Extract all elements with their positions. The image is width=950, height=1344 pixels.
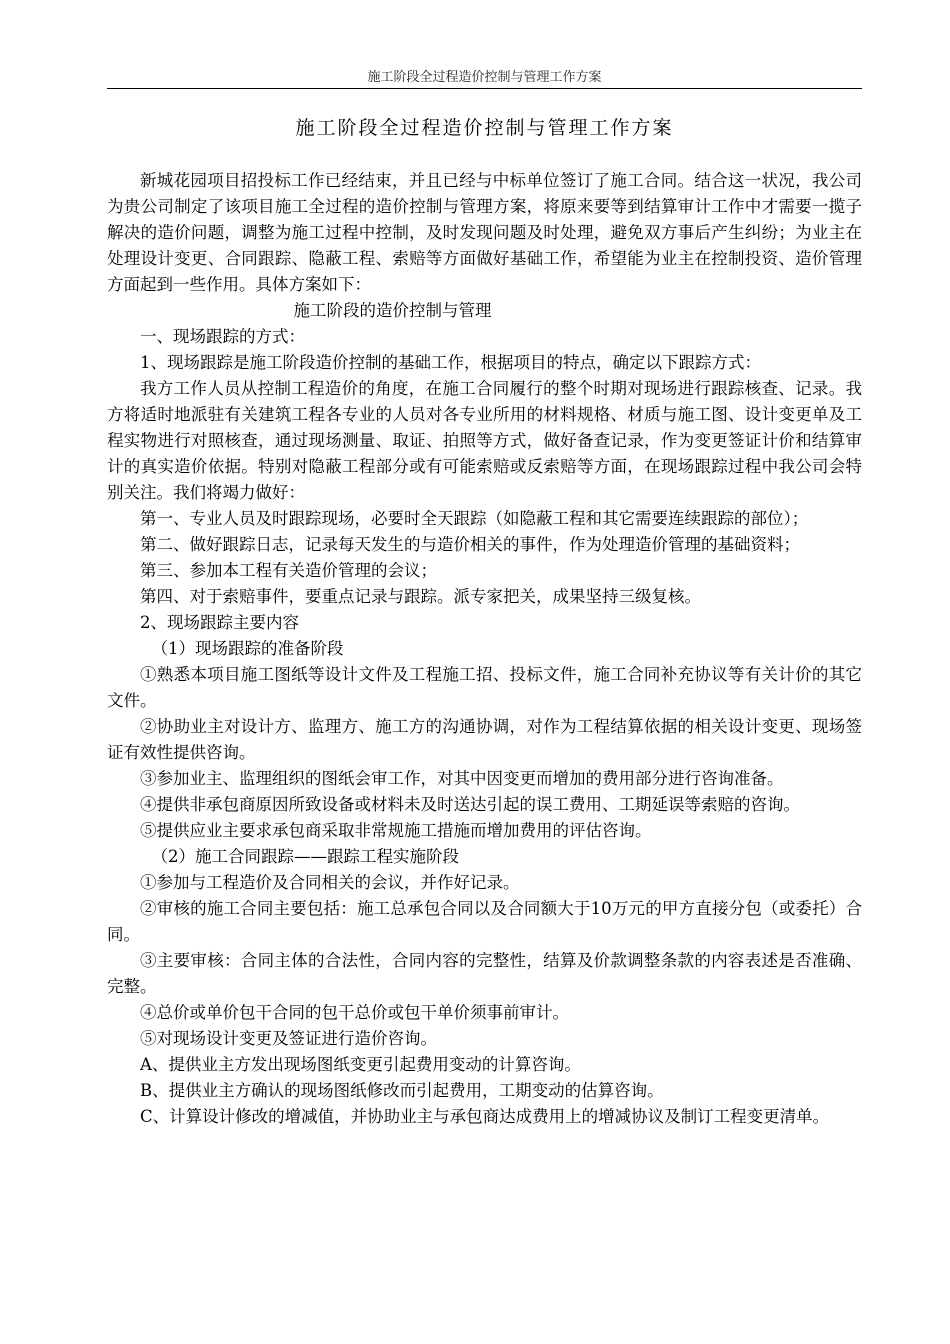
list-item: ⑤对现场设计变更及签证进行造价咨询。 [140, 1029, 437, 1048]
intro-paragraph: 新城花园项目招投标工作已经结束，并且已经与中标单位签订了施工合同。结合这一状况，我公司为贵公司制定了该项目施工全过程的造价控制与管理方案，将原来要等到结算审计工作中才需要一揽子解决的造价问题，调整为施工过程中控制，及时发现问题及时处理，避免双方事后产生纠纷；为业主在处理设计变更、合同跟踪、隐蔽工程、索赔等方面做好基础工作，希望能为业主在控制投资、造价管理方面起到一些作用。具体方案如下： [107, 171, 862, 294]
paragraph: 第三、参加本工程有关造价管理的会议； [140, 561, 437, 580]
list-item: ④提供非承包商原因所致设备或材料未及时送达引起的误工费用、工期延误等索赔的咨询。 [140, 795, 800, 814]
list-item: ⑤提供应业主要求承包商采取非常规施工措施而增加费用的评估咨询。 [140, 821, 652, 840]
header-divider [107, 88, 862, 89]
list-item: ①熟悉本项目施工图纸等设计文件及工程施工招、投标文件，施工合同补充协议等有关计价的其它文件。 [107, 665, 862, 710]
paragraph: 2、现场跟踪主要内容 [140, 613, 299, 632]
list-item: ④总价或单价包干合同的包干总价或包干单价须事前审计。 [140, 1003, 569, 1022]
list-item: ②协助业主对设计方、监理方、施工方的沟通协调，对作为工程结算依据的相关设计变更、现场签证有效性提供咨询。 [107, 717, 862, 762]
list-item: ①参加与工程造价及合同相关的会议，并作好记录。 [140, 873, 520, 892]
paragraph: 第二、做好跟踪日志，记录每天发生的与造价相关的事件，作为处理造价管理的基础资料； [140, 535, 800, 554]
list-item: C、计算设计修改的增减值，并协助业主与承包商达成费用上的增减协议及制订工程变更清单。 [140, 1107, 830, 1126]
list-item: ③参加业主、监理组织的图纸会审工作，对其中因变更而增加的费用部分进行咨询准备。 [140, 769, 784, 788]
list-item: ③主要审核：合同主体的合法性，合同内容的完整性，结算及价款调整条款的内容表述是否准确、完整。 [107, 951, 862, 996]
paragraph: 我方工作人员从控制工程造价的角度，在施工合同履行的整个时期对现场进行跟踪核查、记录。我方将适时地派驻有关建筑工程各专业的人员对各专业所用的材料规格、材质与施工图、设计变更单及工程实物进行对照核查，通过现场测量、取证、拍照等方式，做好备查记录，作为变更签证计价和结算审计的真实造价依据。特别对隐蔽工程部分或有可能索赔或反索赔等方面，在现场跟踪过程中我公司会特别关注。我们将竭力做好： [107, 379, 862, 502]
subheading: （2）施工合同跟踪——跟踪工程实施阶段 [151, 847, 460, 866]
paragraph: 1、现场跟踪是施工阶段造价控制的基础工作，根据项目的特点，确定以下跟踪方式： [140, 353, 761, 372]
paragraph: 第四、对于索赔事件，要重点记录与跟踪。派专家把关，成果坚持三级复核。 [140, 587, 701, 606]
list-item: A、提供业主方发出现场图纸变更引起费用变动的计算咨询。 [140, 1055, 581, 1074]
section-title: 施工阶段的造价控制与管理 [293, 301, 492, 320]
heading-tracking-methods: 一、现场跟踪的方式： [140, 327, 305, 346]
document-title: 施工阶段全过程造价控制与管理工作方案 [295, 117, 674, 139]
subheading: （1）现场跟踪的准备阶段 [151, 639, 344, 658]
running-header: 施工阶段全过程造价控制与管理工作方案 [367, 70, 602, 85]
list-item: ②审核的施工合同主要包括：施工总承包合同以及合同额大于10万元的甲方直接分包（或委托）合同。 [107, 899, 862, 944]
document-body [107, 168, 862, 1130]
paragraph: 第一、专业人员及时跟踪现场，必要时全天跟踪（如隐蔽工程和其它需要连续跟踪的部位）； [140, 509, 809, 528]
list-item: B、提供业主方确认的现场图纸修改而引起费用，工期变动的估算咨询。 [140, 1081, 664, 1100]
